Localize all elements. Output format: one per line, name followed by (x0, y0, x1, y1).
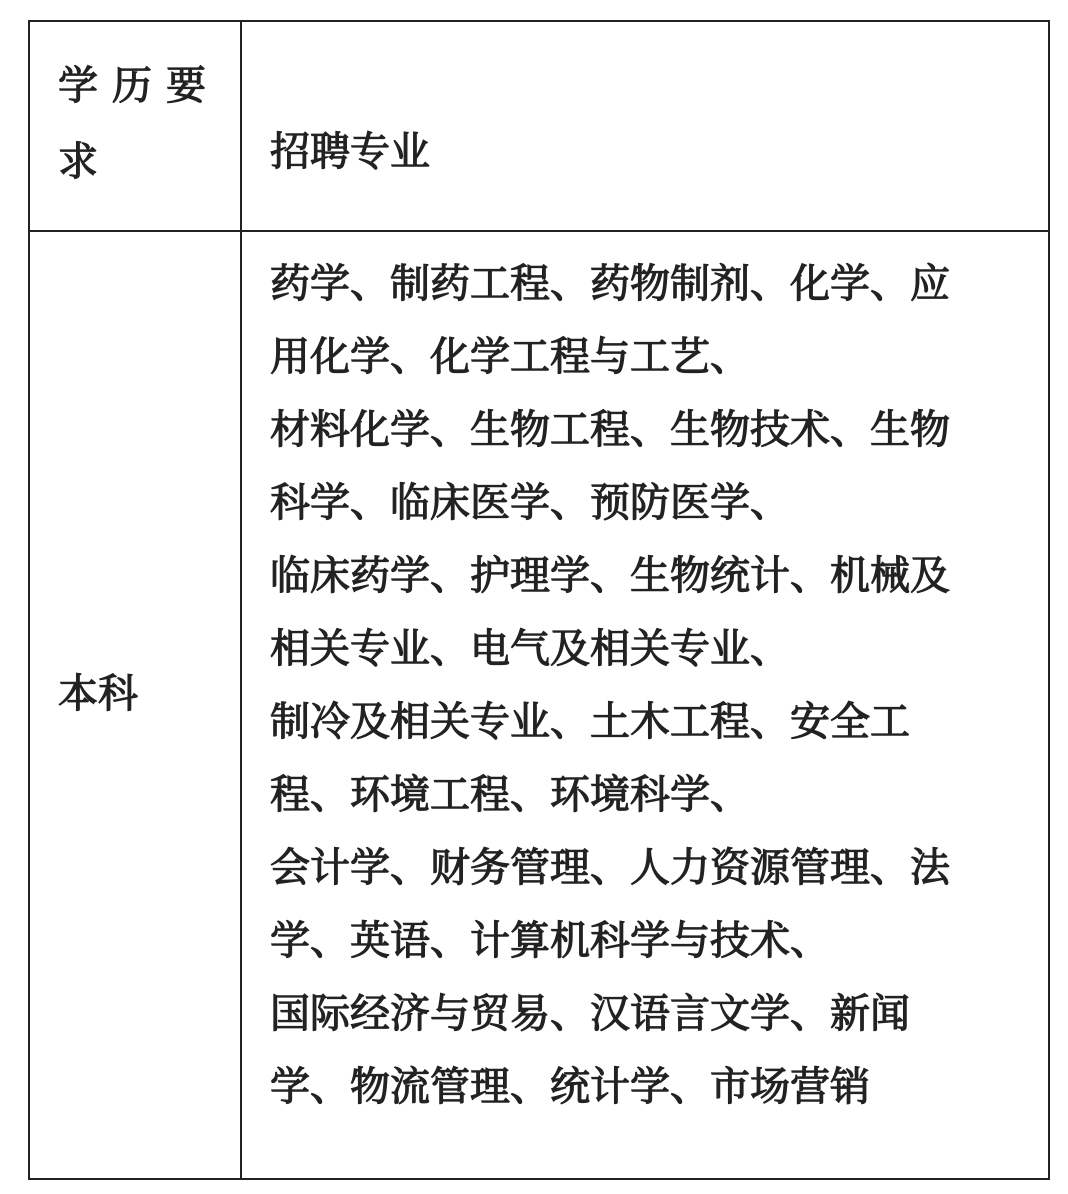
majors-line: 制冷及相关专业、土木工程、安全工 (270, 699, 910, 745)
recruitment-table (28, 20, 1050, 1180)
majors-line: 国际经济与贸易、汉语言文学、新闻 (270, 991, 910, 1037)
majors-line: 学、物流管理、统计学、市场营销 (270, 1064, 870, 1110)
majors-line: 临床药学、护理学、生物统计、机械及 (270, 553, 950, 599)
majors-line: 药学、制药工程、药物制剂、化学、应 (270, 261, 950, 307)
majors-line: 相关专业、电气及相关专业、 (270, 626, 790, 672)
majors-line: 用化学、化学工程与工艺、 (270, 334, 750, 380)
header-education-requirement-cell (30, 22, 242, 232)
majors-line: 程、环境工程、环境科学、 (270, 772, 750, 818)
majors-line: 材料化学、生物工程、生物技术、生物 (270, 407, 950, 453)
header-education-requirement: 学历要求 (58, 63, 220, 185)
majors-line: 学、英语、计算机科学与技术、 (270, 918, 830, 964)
education-level: 本科 (58, 671, 138, 717)
header-recruitment-majors-cell (242, 22, 1048, 232)
majors-line: 会计学、财务管理、人力资源管理、法 (270, 845, 950, 891)
majors-cell (242, 232, 1048, 1178)
education-level-cell (30, 232, 242, 1178)
majors-list (270, 248, 1030, 1124)
majors-line: 科学、临床医学、预防医学、 (270, 480, 790, 526)
header-recruitment-majors: 招聘专业 (270, 129, 430, 175)
